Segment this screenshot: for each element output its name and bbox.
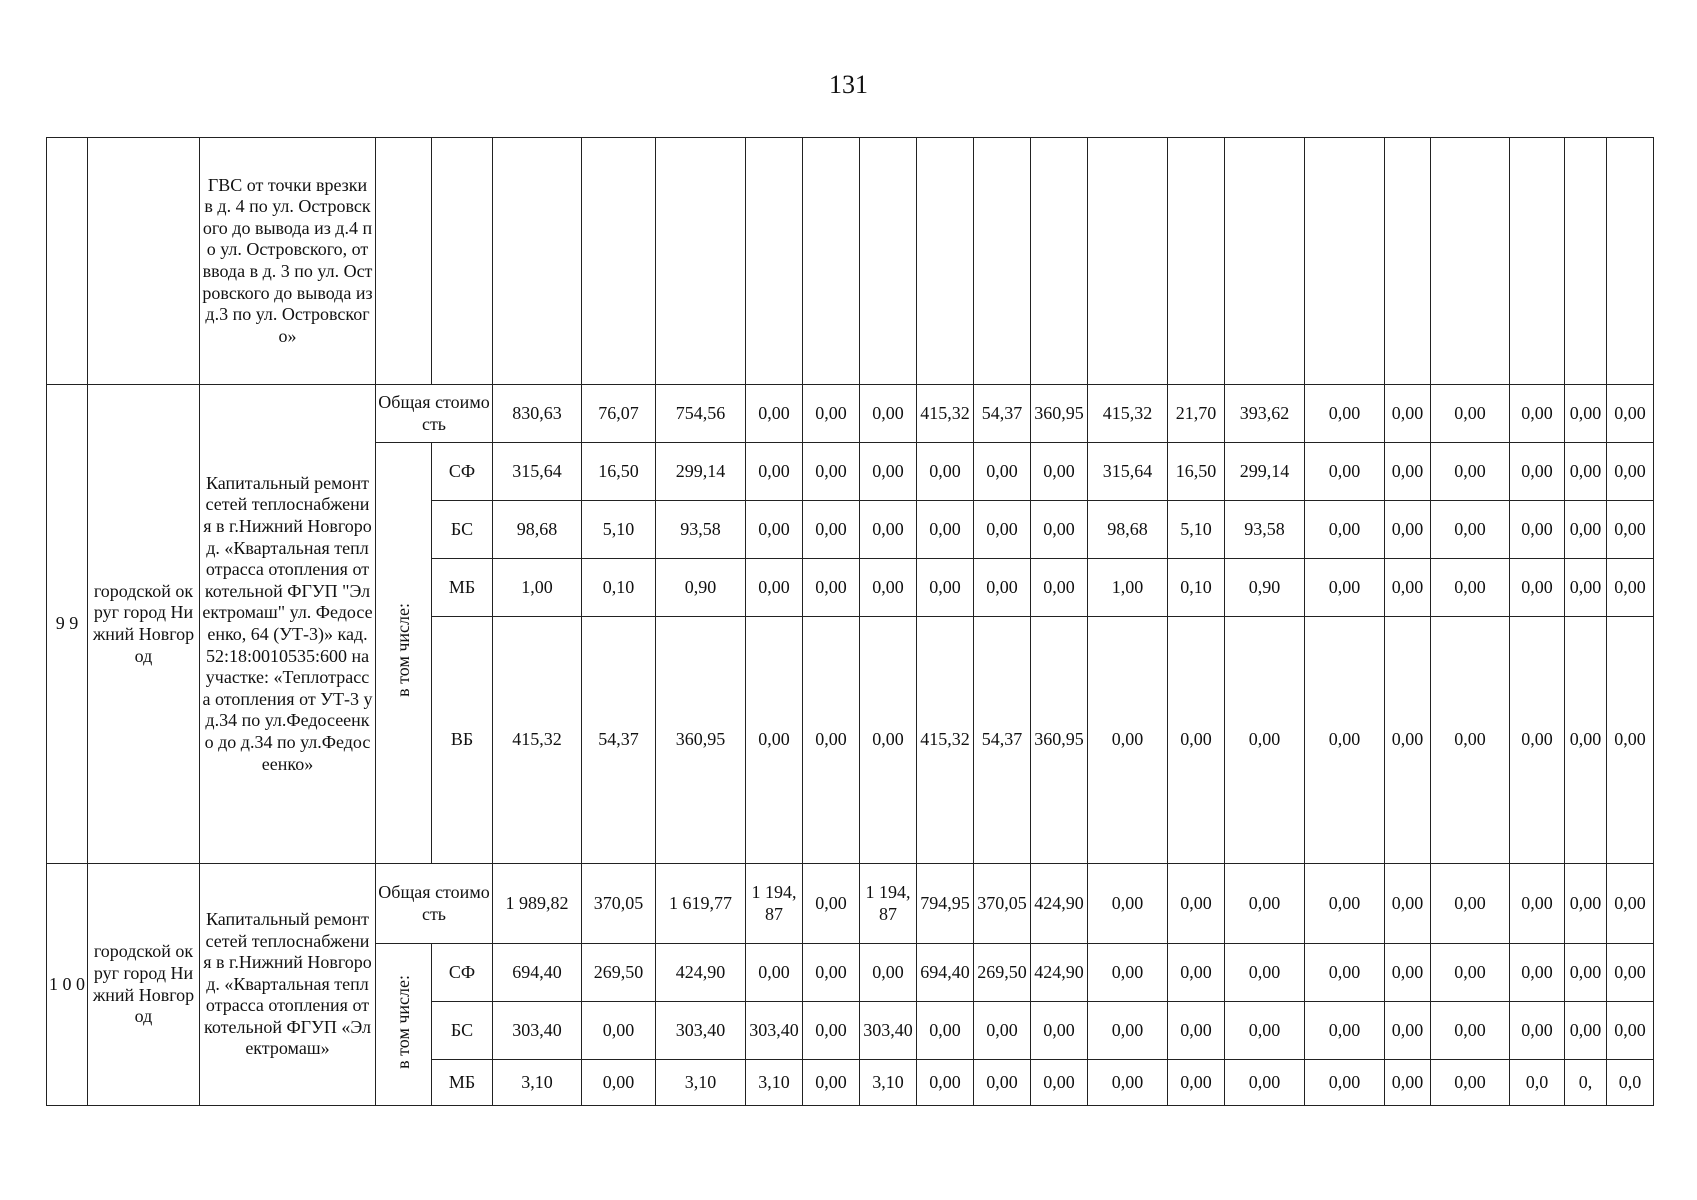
value-cell: 0,0 — [1510, 1060, 1565, 1106]
value-cell: 0,00 — [1607, 944, 1654, 1002]
value-cell: 694,40 — [917, 944, 974, 1002]
table-row — [47, 138, 1654, 385]
value-cell: 0,00 — [1431, 443, 1510, 501]
value-cell: 0,00 — [1168, 617, 1225, 864]
value-cell: 3,10 — [860, 1060, 917, 1106]
value-cell: 0,00 — [1431, 385, 1510, 443]
including-label — [376, 944, 432, 1106]
value-cell — [1305, 138, 1385, 385]
value-cell: 0,00 — [1385, 443, 1431, 501]
value-cell — [974, 138, 1031, 385]
municipality-cell — [88, 138, 200, 385]
value-cell: 0,00 — [1225, 864, 1305, 944]
value-cell: 1 619,77 — [656, 864, 746, 944]
value-cell: 0,00 — [1385, 617, 1431, 864]
municipality-cell: городской округ город Нижний Новгород — [88, 864, 200, 1106]
value-cell: 0,00 — [1385, 1002, 1431, 1060]
total-cost-label: Общая стоимость — [376, 864, 493, 944]
value-cell: 54,37 — [974, 617, 1031, 864]
funding-source-label: БС — [432, 1002, 493, 1060]
value-cell: 0,00 — [746, 385, 803, 443]
value-cell: 415,32 — [917, 385, 974, 443]
funding-source-label: БС — [432, 501, 493, 559]
value-cell: 0,00 — [1607, 559, 1654, 617]
value-cell: 0,00 — [1305, 944, 1385, 1002]
value-cell: 0,00 — [803, 864, 860, 944]
row-number-cell — [47, 138, 88, 385]
municipality-cell: городской округ город Нижний Новгород — [88, 385, 200, 864]
value-cell: 3,10 — [493, 1060, 582, 1106]
total-cost-label: Общая стоимость — [376, 385, 493, 443]
value-cell: 315,64 — [493, 443, 582, 501]
value-cell: 0,00 — [1431, 1002, 1510, 1060]
value-cell: 0,00 — [1031, 559, 1088, 617]
value-cell: 0,00 — [1031, 443, 1088, 501]
value-cell: 0,00 — [1565, 617, 1607, 864]
value-cell: 303,40 — [493, 1002, 582, 1060]
value-cell: 0,00 — [746, 617, 803, 864]
value-cell: 0,00 — [1088, 617, 1168, 864]
value-cell: 299,14 — [656, 443, 746, 501]
value-cell — [493, 138, 582, 385]
value-cell: 0,00 — [1565, 1002, 1607, 1060]
value-cell: 0,00 — [1031, 501, 1088, 559]
value-cell: 0,00 — [1088, 1002, 1168, 1060]
value-cell: 0,00 — [803, 944, 860, 1002]
value-cell: 0, — [1565, 1060, 1607, 1106]
table-row — [47, 864, 1654, 944]
value-cell: 0,90 — [656, 559, 746, 617]
value-cell: 0,00 — [917, 559, 974, 617]
value-cell: 0,00 — [1305, 559, 1385, 617]
value-cell: 694,40 — [493, 944, 582, 1002]
funding-source-label: МБ — [432, 559, 493, 617]
value-cell: 1 194,87 — [746, 864, 803, 944]
value-cell — [656, 138, 746, 385]
value-cell: 0,00 — [1385, 1060, 1431, 1106]
value-cell: 303,40 — [860, 1002, 917, 1060]
value-cell: 0,00 — [1385, 944, 1431, 1002]
value-cell: 0,00 — [1510, 944, 1565, 1002]
value-cell: 0,00 — [803, 1002, 860, 1060]
funding-label-cell — [376, 138, 432, 385]
funding-source-label: ВБ — [432, 617, 493, 864]
funding-label-cell — [432, 138, 493, 385]
value-cell: 0,00 — [1510, 864, 1565, 944]
value-cell: 0,00 — [1565, 864, 1607, 944]
value-cell: 0,00 — [1225, 1060, 1305, 1106]
value-cell: 76,07 — [582, 385, 656, 443]
value-cell: 0,00 — [1305, 443, 1385, 501]
value-cell: 0,00 — [1031, 1002, 1088, 1060]
value-cell: 0,00 — [1168, 1060, 1225, 1106]
value-cell: 0,00 — [860, 385, 917, 443]
value-cell: 0,00 — [803, 443, 860, 501]
value-cell: 360,95 — [656, 617, 746, 864]
value-cell: 0,00 — [1431, 559, 1510, 617]
including-label-text: в том числе: — [392, 974, 413, 1069]
value-cell: 424,90 — [1031, 864, 1088, 944]
value-cell — [1088, 138, 1168, 385]
value-cell — [1431, 138, 1510, 385]
value-cell: 0,00 — [1431, 501, 1510, 559]
value-cell: 0,00 — [1607, 864, 1654, 944]
value-cell: 0,00 — [974, 1002, 1031, 1060]
row-number-cell: 9 9 — [47, 385, 88, 864]
value-cell: 0,00 — [1031, 1060, 1088, 1106]
value-cell: 303,40 — [746, 1002, 803, 1060]
value-cell: 0,00 — [917, 1002, 974, 1060]
value-cell: 424,90 — [1031, 944, 1088, 1002]
value-cell: 0,00 — [803, 385, 860, 443]
value-cell: 0,00 — [1607, 443, 1654, 501]
value-cell — [803, 138, 860, 385]
budget-table — [46, 137, 1654, 1106]
value-cell: 1 989,82 — [493, 864, 582, 944]
including-label — [376, 443, 432, 864]
value-cell — [746, 138, 803, 385]
value-cell: 370,05 — [582, 864, 656, 944]
value-cell: 0,00 — [1168, 864, 1225, 944]
value-cell: 5,10 — [582, 501, 656, 559]
value-cell: 0,00 — [974, 443, 1031, 501]
value-cell — [1510, 138, 1565, 385]
value-cell: 0,00 — [1225, 944, 1305, 1002]
value-cell: 98,68 — [493, 501, 582, 559]
value-cell: 0,0 — [1607, 1060, 1654, 1106]
value-cell: 415,32 — [917, 617, 974, 864]
value-cell: 0,00 — [1431, 944, 1510, 1002]
value-cell: 0,00 — [1088, 864, 1168, 944]
value-cell: 0,00 — [1431, 864, 1510, 944]
value-cell: 0,00 — [1225, 1002, 1305, 1060]
value-cell: 0,00 — [1305, 501, 1385, 559]
value-cell: 21,70 — [1168, 385, 1225, 443]
value-cell: 794,95 — [917, 864, 974, 944]
value-cell: 3,10 — [656, 1060, 746, 1106]
value-cell: 0,00 — [1305, 1060, 1385, 1106]
value-cell: 415,32 — [1088, 385, 1168, 443]
value-cell: 0,00 — [1565, 944, 1607, 1002]
value-cell: 0,00 — [860, 501, 917, 559]
value-cell: 54,37 — [582, 617, 656, 864]
value-cell: 0,00 — [1385, 864, 1431, 944]
value-cell: 0,00 — [746, 501, 803, 559]
value-cell: 0,00 — [1607, 1002, 1654, 1060]
value-cell: 0,10 — [1168, 559, 1225, 617]
value-cell: 0,00 — [1305, 1002, 1385, 1060]
value-cell: 0,00 — [803, 501, 860, 559]
value-cell: 0,00 — [803, 1060, 860, 1106]
value-cell: 0,00 — [1565, 501, 1607, 559]
value-cell: 0,00 — [1225, 617, 1305, 864]
value-cell: 0,00 — [1607, 617, 1654, 864]
including-label-text: в том числе: — [392, 603, 413, 698]
value-cell: 0,00 — [1431, 617, 1510, 864]
value-cell: 0,00 — [582, 1002, 656, 1060]
value-cell: 1,00 — [493, 559, 582, 617]
object-name-cell: ГВС от точки врезки в д. 4 по ул. Островского до вывода из д.4 по ул. Островского, от ввода в д. 3 по ул. Островского до вывода из д.3 по ул. Островского» — [200, 138, 376, 385]
value-cell: 0,00 — [1510, 1002, 1565, 1060]
value-cell: 93,58 — [656, 501, 746, 559]
value-cell: 0,00 — [1385, 559, 1431, 617]
value-cell: 415,32 — [493, 617, 582, 864]
value-cell: 0,00 — [1431, 1060, 1510, 1106]
value-cell: 0,00 — [582, 1060, 656, 1106]
funding-source-label: СФ — [432, 443, 493, 501]
funding-source-label: МБ — [432, 1060, 493, 1106]
value-cell: 393,62 — [1225, 385, 1305, 443]
value-cell: 16,50 — [1168, 443, 1225, 501]
value-cell: 98,68 — [1088, 501, 1168, 559]
value-cell: 0,90 — [1225, 559, 1305, 617]
value-cell: 0,00 — [860, 443, 917, 501]
value-cell: 269,50 — [974, 944, 1031, 1002]
value-cell: 370,05 — [974, 864, 1031, 944]
value-cell: 0,00 — [1510, 559, 1565, 617]
value-cell: 0,00 — [1565, 559, 1607, 617]
value-cell: 1,00 — [1088, 559, 1168, 617]
value-cell: 16,50 — [582, 443, 656, 501]
page-number: 131 — [829, 70, 868, 99]
value-cell: 0,00 — [1305, 385, 1385, 443]
value-cell — [1385, 138, 1431, 385]
value-cell: 0,00 — [1385, 501, 1431, 559]
value-cell: 0,00 — [1607, 385, 1654, 443]
value-cell: 54,37 — [974, 385, 1031, 443]
value-cell: 299,14 — [1225, 443, 1305, 501]
table-row — [47, 385, 1654, 443]
value-cell — [1565, 138, 1607, 385]
value-cell: 315,64 — [1088, 443, 1168, 501]
value-cell: 5,10 — [1168, 501, 1225, 559]
value-cell: 0,00 — [1305, 864, 1385, 944]
value-cell: 0,00 — [1168, 1002, 1225, 1060]
value-cell: 0,00 — [1565, 443, 1607, 501]
value-cell: 0,00 — [860, 559, 917, 617]
value-cell — [1225, 138, 1305, 385]
value-cell: 0,00 — [1510, 501, 1565, 559]
value-cell: 0,00 — [860, 944, 917, 1002]
value-cell: 0,00 — [917, 443, 974, 501]
value-cell: 0,00 — [1088, 944, 1168, 1002]
value-cell — [860, 138, 917, 385]
value-cell: 269,50 — [582, 944, 656, 1002]
value-cell: 0,00 — [1385, 385, 1431, 443]
object-name-cell: Капитальный ремонт сетей теплоснабжения в г.Нижний Новгород. «Квартальная теплотрасса отопления от котельной ФГУП «Электромаш» — [200, 864, 376, 1106]
value-cell: 0,00 — [1168, 944, 1225, 1002]
value-cell: 424,90 — [656, 944, 746, 1002]
value-cell: 0,00 — [917, 1060, 974, 1106]
value-cell: 0,00 — [974, 501, 1031, 559]
value-cell: 0,00 — [917, 501, 974, 559]
value-cell: 0,00 — [1607, 501, 1654, 559]
value-cell: 0,00 — [1510, 385, 1565, 443]
value-cell — [582, 138, 656, 385]
value-cell: 754,56 — [656, 385, 746, 443]
value-cell: 0,00 — [1088, 1060, 1168, 1106]
row-number-cell: 1 0 0 — [47, 864, 88, 1106]
object-name-cell: Капитальный ремонт сетей теплоснабжения в г.Нижний Новгород. «Квартальная теплотрасса отопления от котельной ФГУП "Электромаш" ул. Федосеенко, 64 (УТ-3)» кад. 52:18:0010535:600 на участке: «Теплотрасса отопления от УТ-3 у д.34 по ул.Федосеенко до д.34 по ул.Федосеенко» — [200, 385, 376, 864]
value-cell — [1168, 138, 1225, 385]
value-cell: 3,10 — [746, 1060, 803, 1106]
funding-source-label: СФ — [432, 944, 493, 1002]
value-cell: 360,95 — [1031, 385, 1088, 443]
value-cell — [1607, 138, 1654, 385]
value-cell: 0,00 — [1510, 443, 1565, 501]
value-cell — [1031, 138, 1088, 385]
value-cell: 0,00 — [803, 559, 860, 617]
value-cell: 0,00 — [1510, 617, 1565, 864]
value-cell: 303,40 — [656, 1002, 746, 1060]
value-cell: 830,63 — [493, 385, 582, 443]
value-cell: 0,00 — [974, 559, 1031, 617]
value-cell: 0,00 — [746, 443, 803, 501]
value-cell: 0,00 — [746, 559, 803, 617]
value-cell: 0,00 — [746, 944, 803, 1002]
value-cell: 0,10 — [582, 559, 656, 617]
value-cell — [917, 138, 974, 385]
value-cell: 93,58 — [1225, 501, 1305, 559]
value-cell: 0,00 — [1305, 617, 1385, 864]
value-cell: 0,00 — [974, 1060, 1031, 1106]
value-cell: 0,00 — [860, 617, 917, 864]
value-cell: 1 194,87 — [860, 864, 917, 944]
value-cell: 0,00 — [803, 617, 860, 864]
value-cell: 360,95 — [1031, 617, 1088, 864]
value-cell: 0,00 — [1565, 385, 1607, 443]
